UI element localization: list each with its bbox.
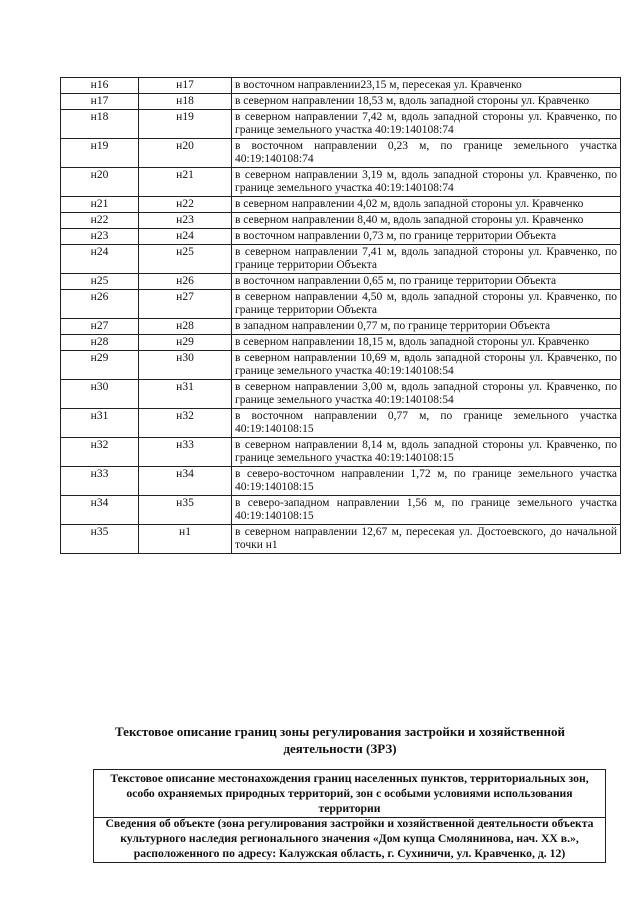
segment-description-cell: в северо-восточном направлении 1,72 м, по границе земельного участка 40:19:140108:15 [232,467,621,496]
boundary-table-body [61,78,621,554]
table-row [61,467,621,496]
table-row [61,496,621,525]
table-row [61,168,621,197]
segment-description-cell: в северном направлении 4,50 м, вдоль западной стороны ул. Кравченко, по границе территории Объекта [232,290,621,319]
point-from-cell: н20 [61,168,139,197]
segment-description-cell: в восточном направлении 0,65 м, по границе территории Объекта [232,274,621,290]
point-to-cell: н20 [139,139,232,168]
segment-description-cell: в северном направлении 18,15 м, вдоль западной стороны ул. Кравченко [232,335,621,351]
table-row [61,94,621,110]
table-row [61,197,621,213]
point-to-cell: н19 [139,110,232,139]
table-row [61,110,621,139]
point-from-cell: н29 [61,351,139,380]
table-row [61,229,621,245]
point-from-cell: н35 [61,525,139,554]
description-header-box: Текстовое описание местонахождения границ населенных пунктов, территориальных зон, особо охраняемых природных территорий, зон с особыми условиями использования территории [93,769,606,818]
segment-description-cell: в восточном направлении23,15 м, пересекая ул. Кравченко [232,78,621,94]
section-title: Текстовое описание границ зоны регулирования застройки и хозяйственной деятельности (ЗРЗ) [115,724,565,756]
table-row [61,351,621,380]
table-row [61,319,621,335]
segment-description-cell: в восточном направлении 0,77 м, по границе земельного участка 40:19:140108:15 [232,409,621,438]
point-from-cell: н26 [61,290,139,319]
point-to-cell: н25 [139,245,232,274]
point-to-cell: н30 [139,351,232,380]
point-from-cell: н27 [61,319,139,335]
point-from-cell: н18 [61,110,139,139]
segment-description-cell: в северном направлении 4,02 м, вдоль западной стороны ул. Кравченко [232,197,621,213]
point-from-cell: н16 [61,78,139,94]
segment-description-cell: в северном направлении 18,53 м, вдоль западной стороны ул. Кравченко [232,94,621,110]
segment-description-cell: в северном направлении 8,40 м, вдоль западной стороны ул. Кравченко [232,213,621,229]
table-row [61,335,621,351]
point-to-cell: н1 [139,525,232,554]
segment-description-cell: в северном направлении 8,14 м, вдоль западной стороны ул. Кравченко, по границе земельного участка 40:19:140108:15 [232,438,621,467]
table-row [61,78,621,94]
point-from-cell: н19 [61,139,139,168]
segment-description-cell: в северном направлении 12,67 м, пересекая ул. Достоевского, до начальной точки н1 [232,525,621,554]
table-row [61,274,621,290]
point-to-cell: н18 [139,94,232,110]
point-from-cell: н33 [61,467,139,496]
point-from-cell: н34 [61,496,139,525]
segment-description-cell: в северном направлении 3,00 м, вдоль западной стороны ул. Кравченко, по границе земельного участка 40:19:140108:54 [232,380,621,409]
segment-description-cell: в северном направлении 7,42 м, вдоль западной стороны ул. Кравченко, по границе земельного участка 40:19:140108:74 [232,110,621,139]
point-to-cell: н32 [139,409,232,438]
table-row [61,409,621,438]
point-from-cell: н30 [61,380,139,409]
point-to-cell: н33 [139,438,232,467]
table-row [61,525,621,554]
point-from-cell: н21 [61,197,139,213]
segment-description-cell: в северном направлении 7,41 м, вдоль западной стороны ул. Кравченко, по границе территории Объекта [232,245,621,274]
table-row [61,245,621,274]
point-to-cell: н31 [139,380,232,409]
table-row [61,290,621,319]
segment-description-cell: в восточном направлении 0,73 м, по границе территории Объекта [232,229,621,245]
point-to-cell: н27 [139,290,232,319]
table-row [61,139,621,168]
point-to-cell: н22 [139,197,232,213]
point-from-cell: н25 [61,274,139,290]
segment-description-cell: в северном направлении 3,19 м, вдоль западной стороны ул. Кравченко, по границе земельного участка 40:19:140108:74 [232,168,621,197]
point-from-cell: н32 [61,438,139,467]
boundary-table [60,77,621,554]
point-to-cell: н21 [139,168,232,197]
segment-description-cell: в западном направлении 0,77 м, по границе территории Объекта [232,319,621,335]
table-row [61,380,621,409]
point-to-cell: н28 [139,319,232,335]
point-from-cell: н24 [61,245,139,274]
point-to-cell: н35 [139,496,232,525]
point-from-cell: н22 [61,213,139,229]
point-from-cell: н28 [61,335,139,351]
table-row [61,213,621,229]
point-from-cell: н23 [61,229,139,245]
point-to-cell: н17 [139,78,232,94]
segment-description-cell: в северном направлении 10,69 м, вдоль западной стороны ул. Кравченко, по границе земельного участка 40:19:140108:54 [232,351,621,380]
point-to-cell: н34 [139,467,232,496]
point-from-cell: н31 [61,409,139,438]
point-to-cell: н29 [139,335,232,351]
segment-description-cell: в восточном направлении 0,23 м, по границе земельного участка 40:19:140108:74 [232,139,621,168]
object-info-box: Сведения об объекте (зона регулирования застройки и хозяйственной деятельности объекта культурного наследия регионального значения «Дом купца Смолянинова, нач. XX в.», расположенного по адресу: Калужская область, г. Сухиничи, ул. Кравченко, д. 12) [93,815,606,863]
table-row [61,438,621,467]
point-to-cell: н23 [139,213,232,229]
point-to-cell: н26 [139,274,232,290]
point-to-cell: н24 [139,229,232,245]
segment-description-cell: в северо-западном направлении 1,56 м, по границе земельного участка 40:19:140108:15 [232,496,621,525]
point-from-cell: н17 [61,94,139,110]
